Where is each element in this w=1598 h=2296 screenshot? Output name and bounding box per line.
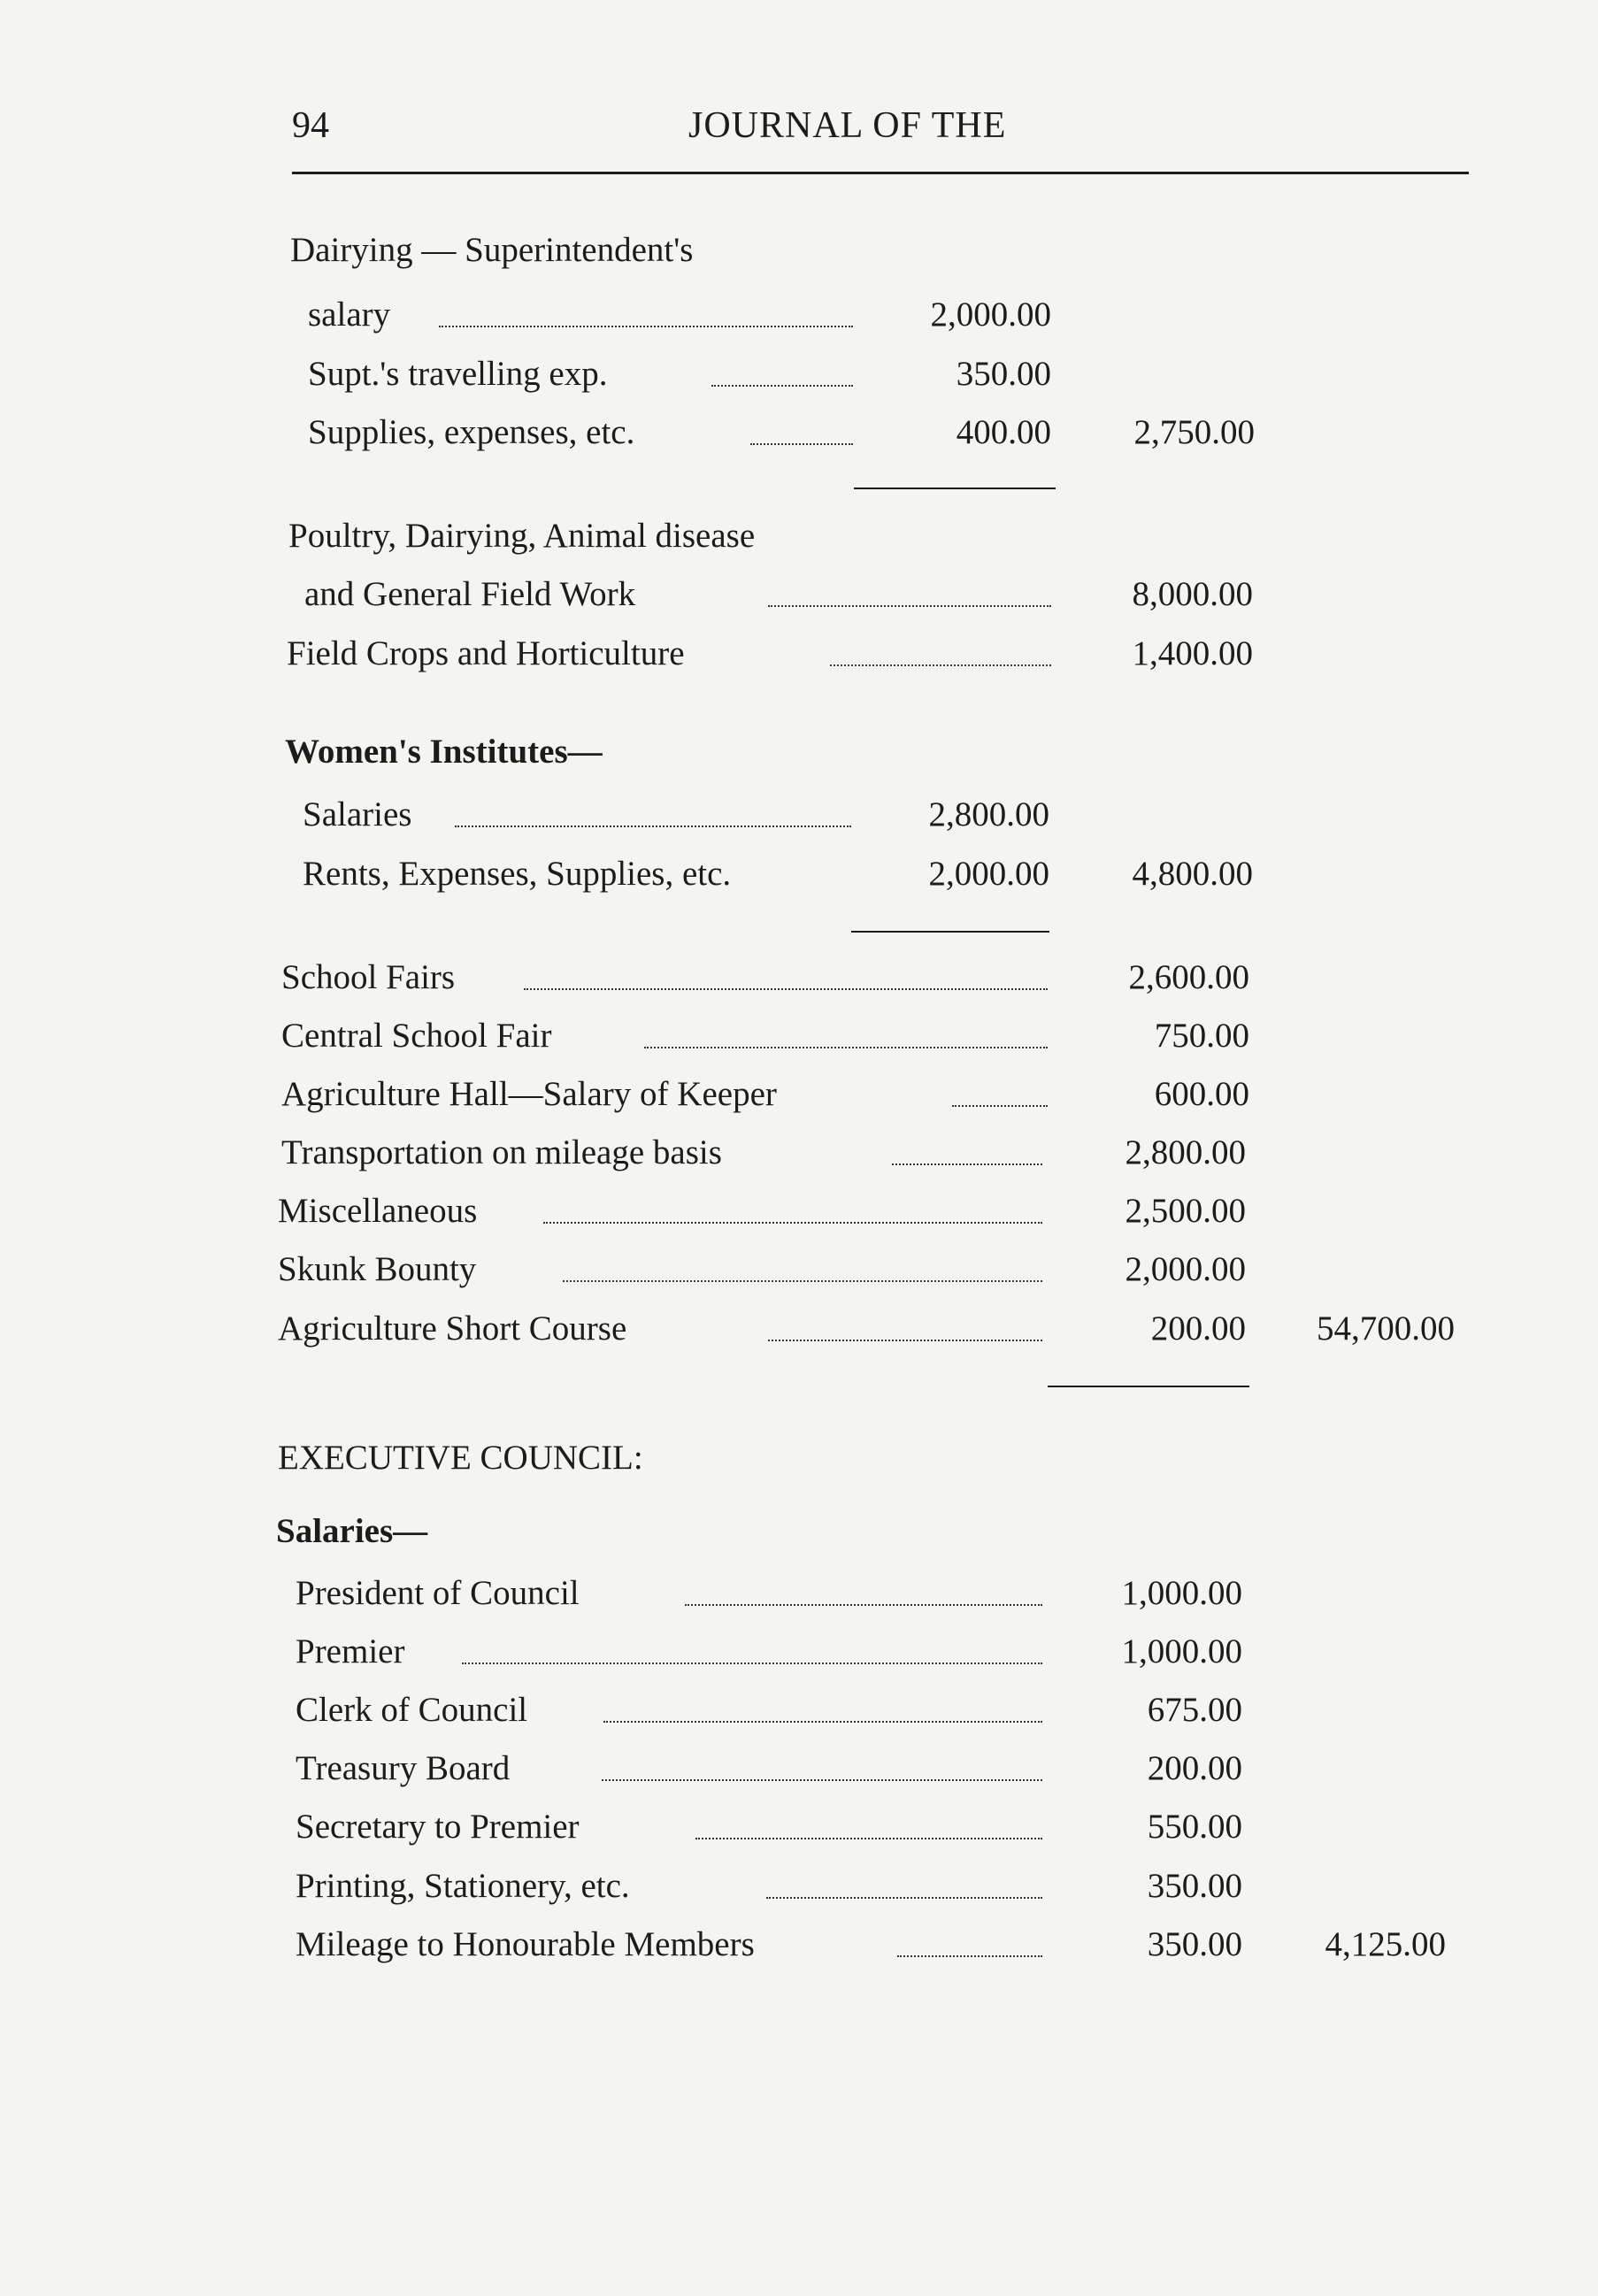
section-heading: EXECUTIVE COUNCIL: xyxy=(278,1439,643,1477)
row-label: President of Council xyxy=(296,1574,580,1612)
row-label: Clerk of Council xyxy=(296,1691,528,1729)
ec-salaries-heading-line xyxy=(276,1507,807,1556)
row-amount: 600.00 xyxy=(1154,1075,1249,1113)
list-item xyxy=(278,1245,1251,1294)
row-label: Secretary to Premier xyxy=(296,1808,580,1846)
row-amount: 2,800.00 xyxy=(928,795,1049,833)
row-label: Transportation on mileage basis xyxy=(281,1133,722,1171)
row-amount: 200.00 xyxy=(1150,1309,1246,1348)
row-label: Field Crops and Horticulture xyxy=(287,634,685,672)
dairying-salary-row xyxy=(308,290,1060,340)
row-amount: 550.00 xyxy=(1147,1808,1242,1846)
row-label: Agriculture Hall—Salary of Keeper xyxy=(281,1075,777,1113)
leader-dots xyxy=(695,1802,1042,1839)
row-label: and General Field Work xyxy=(304,575,636,613)
row-amount: 675.00 xyxy=(1147,1691,1242,1729)
row-amount: 2,000.00 xyxy=(928,855,1049,893)
list-item xyxy=(296,1569,1269,1618)
leader-dots xyxy=(455,790,851,827)
list-item xyxy=(281,1070,1255,1119)
row-amount: 350.00 xyxy=(1147,1867,1242,1905)
dairying-travel-row xyxy=(308,349,1060,399)
leader-dots xyxy=(524,953,1048,990)
row-label: Rents, Expenses, Supplies, etc. xyxy=(303,855,732,893)
row-label: Mileage to Honourable Members xyxy=(296,1925,755,1963)
subtotal-rule xyxy=(851,931,1049,933)
list-item xyxy=(296,1802,1269,1852)
field-crops-row xyxy=(287,629,1260,679)
leader-dots xyxy=(543,1186,1042,1224)
row-amount: 1,000.00 xyxy=(1121,1574,1242,1612)
leader-dots xyxy=(685,1569,1042,1606)
leader-dots xyxy=(768,1304,1042,1341)
row-amount: 8,000.00 xyxy=(1132,575,1253,613)
list-item xyxy=(278,1186,1251,1236)
section-total: 2,750.00 xyxy=(1133,413,1255,451)
list-item xyxy=(296,1744,1269,1793)
leader-dots xyxy=(830,629,1051,666)
row-amount: 1,400.00 xyxy=(1132,634,1253,672)
dairying-heading-line xyxy=(290,226,998,275)
list-item xyxy=(296,1920,1464,1970)
row-label: Central School Fair xyxy=(281,1017,552,1055)
poultry-heading-line xyxy=(288,511,1085,561)
leader-dots xyxy=(711,349,853,387)
leader-dots xyxy=(462,1627,1042,1664)
subtotal-rule xyxy=(854,488,1056,489)
row-amount: 2,800.00 xyxy=(1125,1133,1246,1171)
row-label: School Fairs xyxy=(281,958,456,996)
list-item xyxy=(296,1686,1269,1735)
row-amount: 200.00 xyxy=(1147,1749,1242,1787)
row-label: Salaries xyxy=(303,795,412,833)
subsection-heading: Salaries— xyxy=(276,1512,428,1550)
row-label: Printing, Stationery, etc. xyxy=(296,1867,630,1905)
row-amount: 1,000.00 xyxy=(1121,1632,1242,1670)
leader-dots xyxy=(563,1245,1042,1282)
poultry-row xyxy=(304,570,1260,619)
section-total: 4,800.00 xyxy=(1132,855,1253,893)
leader-dots xyxy=(892,1128,1042,1165)
wi-rents-row xyxy=(303,849,1258,899)
row-amount: 350.00 xyxy=(1147,1925,1242,1963)
row-label: Supt.'s travelling exp. xyxy=(308,355,608,393)
leader-dots xyxy=(439,290,853,327)
list-item xyxy=(281,1128,1255,1178)
list-item xyxy=(296,1627,1269,1677)
row-amount: 2,000.00 xyxy=(1125,1250,1246,1288)
grand-total: 54,700.00 xyxy=(1317,1309,1455,1348)
row-label: Miscellaneous xyxy=(278,1192,478,1230)
list-item xyxy=(281,1011,1255,1061)
header-rule xyxy=(292,172,1469,174)
row-label: Treasury Board xyxy=(296,1749,511,1787)
leader-dots xyxy=(897,1920,1042,1957)
running-title: JOURNAL OF THE xyxy=(688,105,1007,146)
womens-institutes-heading-line xyxy=(285,727,993,777)
row-amount: 2,500.00 xyxy=(1125,1192,1246,1230)
section-heading: Women's Institutes— xyxy=(285,733,603,771)
row-amount: 750.00 xyxy=(1154,1017,1249,1055)
wi-salaries-row xyxy=(303,790,1055,840)
row-label: salary xyxy=(308,296,391,334)
list-item xyxy=(296,1862,1269,1911)
row-amount: 2,600.00 xyxy=(1128,958,1249,996)
dairying-heading: Dairying — Superintendent's xyxy=(290,231,694,269)
leader-dots xyxy=(750,408,853,445)
row-label: Skunk Bounty xyxy=(278,1250,477,1288)
row-amount: 400.00 xyxy=(956,413,1051,451)
leader-dots xyxy=(603,1686,1042,1723)
leader-dots xyxy=(952,1070,1048,1107)
row-amount: 2,000.00 xyxy=(930,296,1051,334)
leader-dots xyxy=(766,1862,1042,1899)
row-label: Premier xyxy=(296,1632,405,1670)
leader-dots xyxy=(644,1011,1048,1048)
page-number: 94 xyxy=(292,105,329,146)
row-label: Agriculture Short Course xyxy=(278,1309,627,1348)
row-label: Supplies, expenses, etc. xyxy=(308,413,635,451)
list-item xyxy=(278,1304,1464,1354)
total-rule xyxy=(1048,1386,1249,1387)
row-label: Poultry, Dairying, Animal disease xyxy=(288,517,756,555)
dairying-supplies-row xyxy=(308,408,1264,457)
leader-dots xyxy=(602,1744,1042,1781)
row-amount: 350.00 xyxy=(956,355,1051,393)
executive-council-heading-line xyxy=(278,1433,1074,1483)
leader-dots xyxy=(768,570,1051,607)
section-total: 4,125.00 xyxy=(1325,1925,1446,1963)
list-item xyxy=(281,953,1255,1002)
